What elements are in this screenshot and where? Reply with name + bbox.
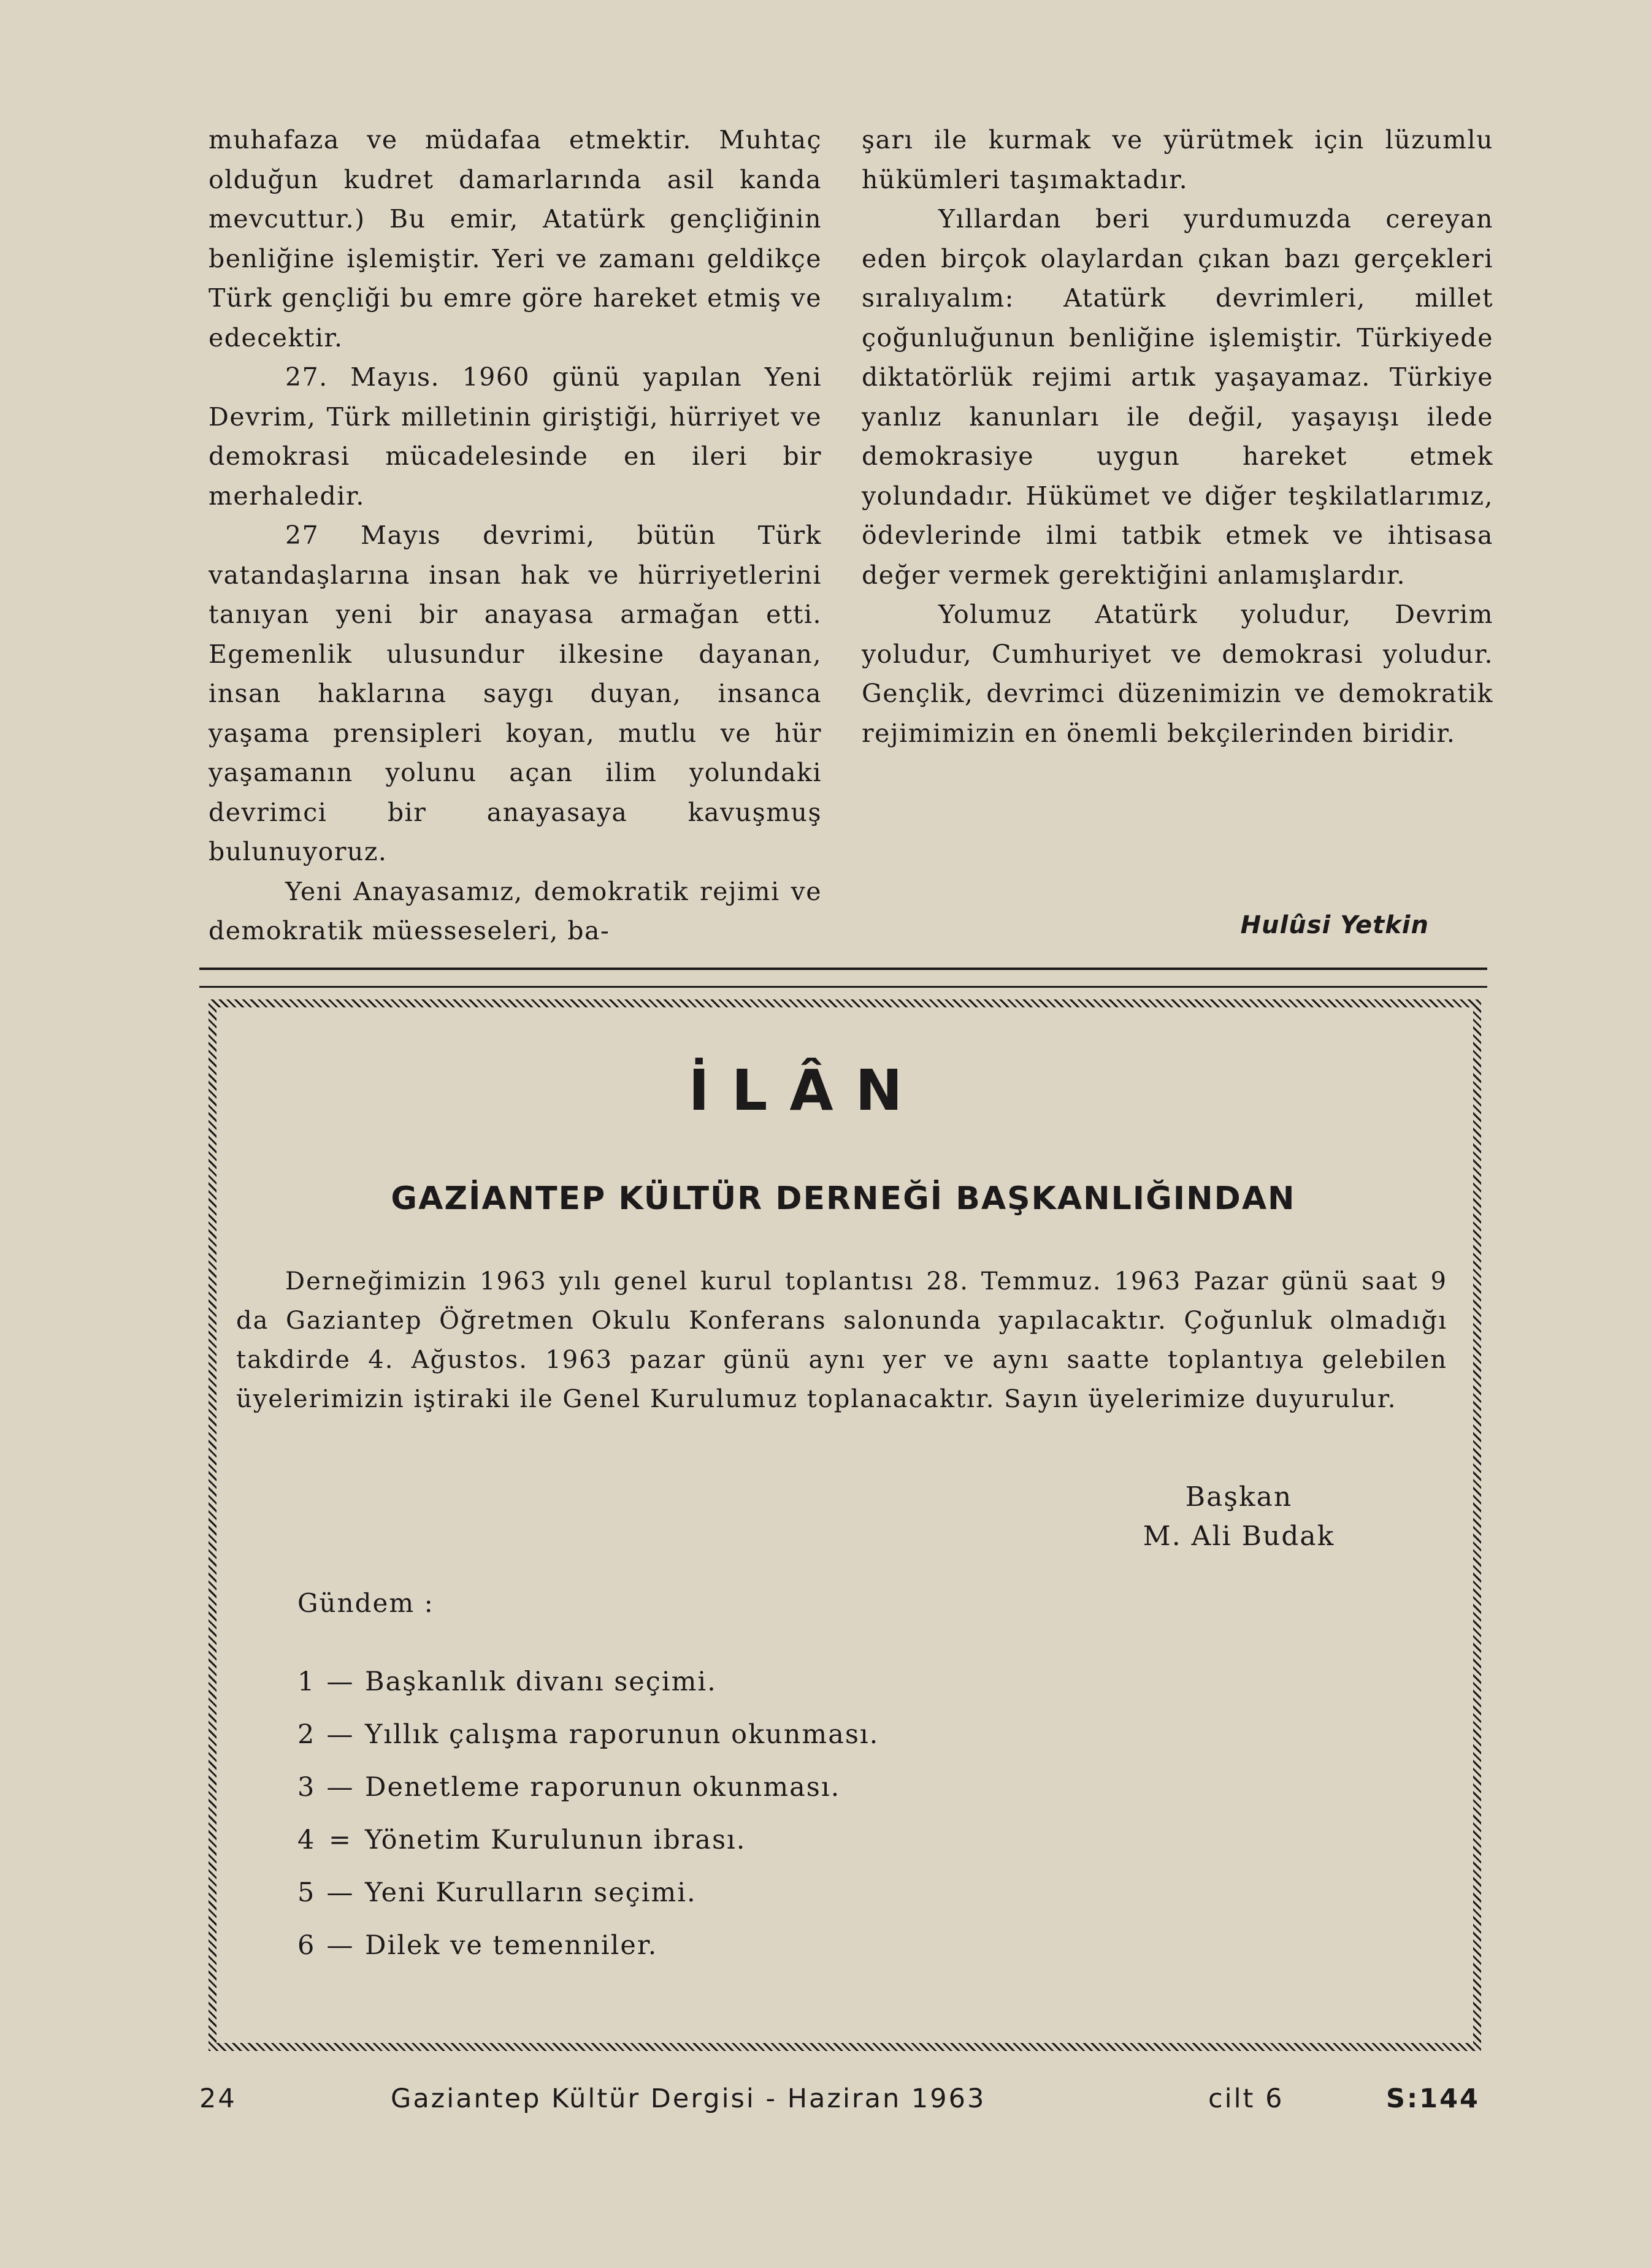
article-paragraph: şarı ile kurmak ve yürütmek için lüzumlu hükümleri taşımaktadır. — [862, 125, 1493, 194]
page-footer — [199, 2083, 1493, 2126]
agenda-list — [297, 1655, 879, 1972]
serial-number: S:144 — [1386, 2083, 1480, 2114]
agenda-number: 1 — [297, 1667, 316, 1697]
agenda-item — [297, 1919, 879, 1972]
agenda-separator: — — [326, 1877, 354, 1908]
notice-body — [236, 1262, 1447, 1419]
article-left-column — [209, 120, 822, 951]
notice-body-text: Derneğimizin 1963 yılı genel kurul toplantısı 28. Temmuz. 1963 Pazar günü saat 9 da Gaziantep Öğretmen Okulu Konferans salonunda yapılacaktır. Çoğunluk olmadığı takdirde 4. Ağustos. 1963 pazar günü aynı yer ve aynı saatte toplantıya gelebilen üyelerimizin iştiraki ile Genel Kurulumuz toplanacaktır. Sayın üyelerimize duyurulur. — [236, 1267, 1447, 1413]
agenda-separator: — — [326, 1772, 354, 1803]
notice-title: İLÂN — [688, 1058, 925, 1123]
agenda-number: 5 — [297, 1877, 316, 1908]
agenda-item — [297, 1761, 879, 1814]
agenda-title: Gündem : — [297, 1588, 434, 1618]
agenda-number: 3 — [297, 1772, 316, 1803]
signatory-name: M. Ali Budak — [1143, 1521, 1335, 1552]
agenda-separator: — — [326, 1719, 354, 1750]
agenda-text: Yıllık çalışma raporunun okunması. — [365, 1719, 879, 1750]
article-right-column — [862, 120, 1493, 753]
agenda-separator: — — [326, 1667, 354, 1697]
agenda-number: 6 — [297, 1930, 316, 1961]
agenda-separator: = — [328, 1825, 353, 1855]
agenda-text: Başkanlık divanı seçimi. — [365, 1667, 717, 1697]
section-divider — [199, 986, 1487, 988]
agenda-item — [297, 1866, 879, 1919]
agenda-number: 2 — [297, 1719, 316, 1750]
agenda-item — [297, 1655, 879, 1708]
section-divider — [199, 968, 1487, 970]
agenda-text: Dilek ve temenniler. — [365, 1930, 658, 1961]
journal-title: Gaziantep Kültür Dergisi - Haziran 1963 — [391, 2083, 986, 2114]
article-paragraph: 27 Mayıs devrimi, bütün Türk vatandaşlarına insan hak ve hürriyetlerini tanıyan yeni bir anayasa armağan etti. Egemenlik ulusundur ilkesine dayanan, insan haklarına saygı duyan, insanca yaşama prensipleri koyan, mutlu ve hür yaşamanın yolunu açan ilim yolundaki devrimci bir anayasaya kavuşmuş bulunuyoruz. — [209, 521, 822, 866]
agenda-text: Yeni Kurulların seçimi. — [365, 1877, 697, 1908]
article-author: Hulûsi Yetkin — [1240, 911, 1429, 939]
agenda-item — [297, 1708, 879, 1761]
volume-label: cilt 6 — [1208, 2083, 1284, 2114]
signatory-title: Başkan — [1185, 1481, 1293, 1513]
article-paragraph: Yeni Anayasamız, demokratik rejimi ve demokratik müesseseleri, ba- — [209, 876, 822, 945]
agenda-item — [297, 1814, 879, 1866]
agenda-text: Yönetim Kurulunun ibrası. — [365, 1825, 746, 1855]
article-paragraph: 27. Mayıs. 1960 günü yapılan Yeni Devrim, Türk milletinin giriştiği, hürriyet ve demokrasi mücadelesinde en ileri bir merhaledir. — [209, 362, 822, 511]
article-paragraph: Yolumuz Atatürk yoludur, Devrim yoludur, Cumhuriyet ve demokrasi yoludur. Gençlik, devrimci düzenimizin ve demokratik rejimimizin en önemli bekçilerinden biridir. — [862, 600, 1493, 748]
article-paragraph: Yıllardan beri yurdumuzda cereyan eden birçok olaylardan çıkan bazı gerçekleri sıralıyalım: Atatürk devrimleri, millet çoğunluğunun benliğine işlemiştir. Türkiyede diktatörlük rejimi artık yaşayamaz. Türkiye yanlız kanunları ile değil, yaşayışı ilede demokrasiye uygun hareket etmek yolundadır. Hükümet ve diğer teşkilatlarımız, ödevlerinde ilmi tatbik etmek ve ihtisasa değer vermek gerektiğini anlamışlardır. — [862, 204, 1493, 590]
notice-heading: GAZİANTEP KÜLTÜR DERNEĞİ BAŞKANLIĞINDAN — [391, 1180, 1296, 1217]
agenda-text: Denetleme raporunun okunması. — [365, 1772, 841, 1803]
agenda-separator: — — [326, 1930, 354, 1961]
agenda-number: 4 — [297, 1825, 316, 1855]
page-number: 24 — [199, 2083, 237, 2114]
article-paragraph: muhafaza ve müdafaa etmektir. Muhtaç olduğun kudret damarlarında asil kanda mevcuttur.) Bu emir, Atatürk gençliğinin benliğine işlemiştir. Yeri ve zamanı geldikçe Türk gençliği bu emre göre hareket etmiş ve edecektir. — [209, 125, 822, 353]
notice-signature — [1086, 1478, 1392, 1556]
